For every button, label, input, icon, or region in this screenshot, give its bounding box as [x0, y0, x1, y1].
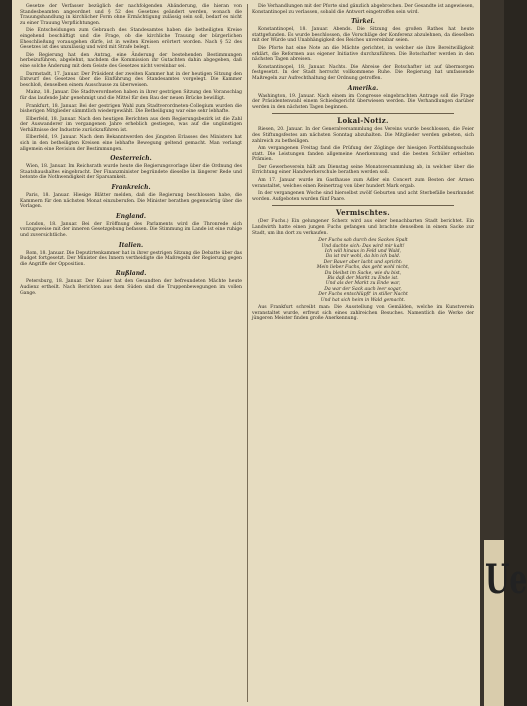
section-heading-america: Amerika. — [347, 84, 379, 92]
section-rule — [272, 205, 454, 206]
article-paragraph: Rom, 18. Januar. Die Deputirtenkammer hat in ihrer gestrigen Sitzung die Debatte über das Budget fortgesetzt. Der Minister des Innern vertheidigte die Maßregeln der Regierung gegen die Angriffe der Opposition. — [20, 250, 242, 267]
poem-line: Und hat sich heim in Wald gemacht. — [320, 297, 406, 303]
article-paragraph: Wien, 18. Januar. Im Reichsrath wurde heute die Regierungsvorlage über die Ordnung des Staatshaushaltes eingebracht. Der Finanzminister begründete dieselbe in längerer Rede und betonte die Nothwendigkeit der Sparsamkeit. — [20, 164, 242, 181]
article-paragraph: Die Entscheidungen zum Gebrauch des Standesamtes haben die betheiligten Kreise eingehend beschäftigt und die Frage, ob die kirchliche Trauung der bürgerlichen Eheschließung vorausgehen dürfe, ist in weiten Kreisen erörtert worden. Nach § 52 des Gesetzes ist dies unzulässig und wird mit Strafe belegt. — [20, 28, 242, 51]
poem-line: Mein lieber Fuchs, das geht wohl nicht, — [316, 265, 410, 271]
poem-line: Und dachte sich: Das wird mir kalt! — [321, 243, 405, 249]
section-heading-england: England. — [116, 212, 146, 220]
poem-line: Bis daß der Markt zu Ende ist. — [327, 276, 399, 282]
article-paragraph: Mainz, 18. Januar. Die Stadtverordneten haben in ihrer gestrigen Sitzung den Voranschlag für das laufende Jahr genehmigt und die Mittel für den Bau der neuen Brücke bewilligt. — [20, 90, 242, 101]
poem — [252, 238, 474, 303]
article-paragraph: Riesen, 20. Januar. In der Generalversammlung des Vereins wurde beschlossen, die Feier des Stiftungsfestes am nächsten Sonntag abzuhalten. Die Mitglieder werden gebeten, sich zahlreich zu betheiligen. — [252, 127, 474, 144]
poem-line: Der Fuchs entschlüpft' in stiller Nacht — [318, 292, 408, 298]
article-paragraph: Elberfeld, 18. Januar. Nach den heutigen Berichten aus dem Regierungsbezirk ist die Zahl der Auswanderer im vergangenen Jahre erheblich gestiegen, was auf die ungünstigen Verhältnisse der Industrie zurückzuführen ist. — [20, 116, 242, 133]
right-column — [252, 4, 474, 324]
section-heading-russia: Rußland. — [115, 270, 147, 278]
article-paragraph: Konstantinopel, 18. Januar. Nachts. Die Abreise der Botschafter ist auf übermorgen festgesetzt. In der Stadt herrscht vollkommene Ruhe. Die Regierung hat umfassende Maßregeln zur Aufrechthaltung der Ordnung getroffen. — [252, 64, 474, 81]
article-paragraph: Darmstadt, 17. Januar. Der Präsident der zweiten Kammer hat in der heutigen Sitzung den Entwurf des Gesetzes über die Einführung des Standesamtes vorgelegt. Die Kammer beschloß, denselben einem Ausschusse zu überweisen. — [20, 71, 242, 88]
article-paragraph: Die Verhandlungen mit der Pforte sind gänzlich abgebrochen. Der Gesandte ist angewiesen, Konstantinopel zu verlassen, sobald die Antwort eingetroffen sein wird. — [252, 4, 474, 15]
poem-line: Und als der Markt zu Ende war, — [325, 281, 401, 287]
article-paragraph: Washington, 19. Januar. Nach einem im Congresse eingebrachten Antrage soll die Frage der Präsidentenwahl einem Schiedsgericht überwiesen werden. Die Verhandlungen darüber werden in den nächsten Tagen beginnen. — [252, 93, 474, 110]
poem-line: Ich will hinaus in Feld und Wald, — [324, 249, 402, 255]
poem-line: Da ist mir wohl, da bin ich bald. — [325, 254, 401, 260]
article-paragraph: Elberfeld, 19. Januar. Nach dem Bekanntwerden des jüngsten Erlasses des Ministers hat sich in den betheiligten Kreisen eine lebhafte Bewegung geltend gemacht. Man verlangt allgemein eine Revision der Bestimmungen. — [20, 135, 242, 152]
article-paragraph: Die Regierung hat den Antrag, eine Änderung der bestehenden Bestimmungen herbeizuführen, abgelehnt, nachdem die Kommission ihr Gutachten dahin abgegeben, daß eine solche Änderung mit dem Geiste des Gesetzes nicht vereinbar sei. — [20, 52, 242, 69]
poem-line: Der Bauer aber lacht und spricht: — [323, 259, 403, 265]
article-paragraph: Aus Frankfurt schreibt man: Die Ausstellung von Gemälden, welche im Kunstverein veranstaltet wurde, erfreut sich eines zahlreichen Besuches. Namentlich die Werke der jüngeren Meister finden große Anerkennung. — [252, 305, 474, 322]
section-heading-local: Lokal-Notiz. — [337, 116, 389, 126]
article-paragraph: Am vergangenen Freitag fand die Prüfung der Zöglinge der hiesigen Fortbildungsschule statt. Die Leistungen fanden allgemeine Anerkennung und die besten Schüler erhielten Prämien. — [252, 146, 474, 163]
section-heading-italy: Italien. — [118, 241, 144, 249]
section-heading-austria: Oesterreich. — [110, 155, 152, 163]
article-paragraph: London, 18. Januar. Bei der Eröffnung des Parlaments wird die Thronrede sich vorzugsweise mit der inneren Gesetzgebung befassen. Die Stimmung im Lande ist eine ruhige und zuversichtliche. — [20, 221, 242, 238]
left-column — [20, 4, 242, 298]
section-heading-misc: Vermischtes. — [336, 208, 390, 218]
poem-line: Da war der Sack auch leer sogar, — [324, 286, 402, 292]
poem-line: Du bleibst im Sacke, wie du bist, — [324, 270, 402, 276]
article-paragraph: Petersburg, 18. Januar. Der Kaiser hat den Gesandten der befreundeten Mächte heute Audienz ertheilt. Nach Berichten aus dem Süden sind die Truppenbewegungen im vollen Gange. — [20, 279, 242, 296]
column-divider — [247, 4, 248, 702]
poem-line: Der Fuchs sah durch des Sackes Spalt — [318, 238, 408, 244]
newspaper-page — [12, 0, 480, 706]
article-paragraph: Paris, 18. Januar. Hiesige Blätter melden, daß die Regierung beschlossen habe, die Kammern für den nächsten Monat einzuberufen. Die Minister berathen gegenwärtig über die Vorlagen. — [20, 193, 242, 210]
article-paragraph: Konstantinopel, 18. Januar. Abends. Die Sitzung des großen Rathes hat heute stattgefunden. Es wurde beschlossen, die Vorschläge der Konferenz abzulehnen, da dieselben mit der Würde und Unabhängigkeit des Reiches unvereinbar seien. — [252, 27, 474, 44]
article-intro: Gesetze der Verfasser bezüglich der nachfolgenden Abänderung, die hieran von Standesbeamten angeordnet und § 52 des Gesetzes geändert werden, wonach die Trauungshandlung in kirchlicher Form ohne Ermächtigung zulässig sein soll, bedarf es nicht zu einer Trauung Verpflichtungen. — [20, 4, 242, 26]
section-rule — [272, 113, 454, 114]
article-paragraph: (Der Fuchs.) Ein gelungener Scherz wird aus einer benachbarten Stadt berichtet. Ein Landwirth hatte einen jungen Fuchs gefangen und brachte denselben in einem Sacke zur Stadt, um ihn dort zu verkaufen. — [252, 219, 474, 236]
article-paragraph: Die Pforte hat eine Note an die Mächte gerichtet, in welcher sie ihre Bereitwilligkeit erklärt, die Reformen aus eigener Initiative durchzuführen. Die Botschafter werden in den nächsten Tagen abreisen. — [252, 45, 474, 63]
article-paragraph: Der Gewerbeverein hält am Dienstag seine Monatsversammlung ab, in welcher über die Errichtung einer Handwerkerschule berathen werden soll. — [252, 164, 474, 176]
article-paragraph: In der vergangenen Woche sind hierselbst zwölf Geburten und acht Sterbefälle beurkundet worden. Aufgeboten wurden fünf Paare. — [252, 191, 474, 202]
adjacent-page-headline: Ue — [485, 556, 527, 603]
article-paragraph: Am 17. Januar wurde im Gasthause zum Adler ein Concert zum Besten der Armen veranstaltet, welches einen Reinertrag von über hundert Mark ergab. — [252, 178, 474, 189]
section-heading-turkey: Türkei. — [351, 18, 375, 26]
section-heading-france: Frankreich. — [111, 184, 151, 192]
article-paragraph: Frankfurt, 18. Januar. Bei der gestrigen Wahl zum Stadtverordneten-Collegium wurden die bisherigen Mitglieder sämmtlich wiedergewählt. Die Betheiligung war eine sehr lebhafte. — [20, 103, 242, 115]
